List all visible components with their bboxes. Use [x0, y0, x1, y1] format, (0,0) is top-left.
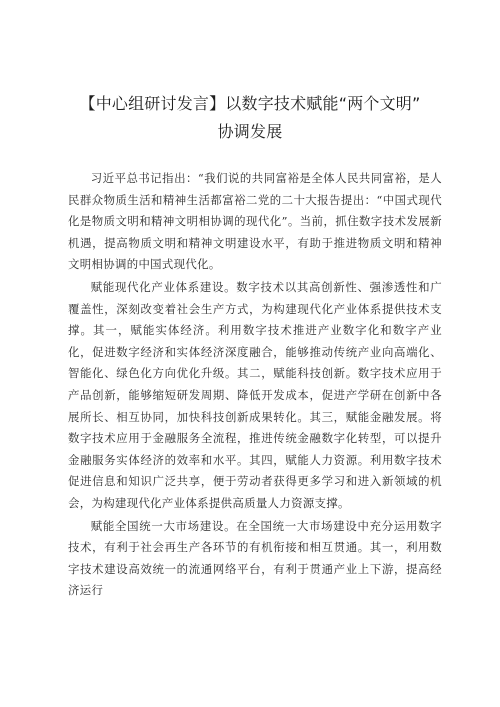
paragraph-1: 习近平总书记指出：“我们说的共同富裕是全体人民共同富裕，是人民群众物质生活和精神生活都富裕二党的二十大报告提出：“中国式现代化是物质文明和精神文明相协调的现代化”。当前，抓住数字技术发展新机遇，提高物质文明和精神文明建设水平，有助于推进物质文明和精神文明相协调的中国式现代化。 [68, 171, 442, 272]
document-title-line-1: 【中心组研讨发言】以数字技术赋能“两个文明” [79, 94, 421, 113]
paragraph-2: 赋能现代化产业体系建设。数字技术以其高创新性、强渗透性和广覆盖性，深刻改变着社会生产方式，为构建现代化产业体系提供技术支撑。其一，赋能实体经济。利用数字技术推进产业数字化和数字产业化，促进数字经济和实体经济深度融合，能够推动传统产业向高端化、智能化、绿色化方向优化升级。其二，赋能科技创新。数字技术应用于产品创新，能够缩短研发周期、降低开发成本，促进产学研在创新中各展所长、相互协同，加快科技创新成果转化。其三，赋能金融发展。将数字技术应用于金融服务全流程，推进传统金融数字化转型，可以提升金融服务实体经济的效率和水平。其四，赋能人力资源。利用数字技术促进信息和知识广泛共享，便于劳动者获得更多学习和进入新领域的机会，为构建现代化产业体系提供高质量人力资源支撑。 [68, 279, 442, 510]
document-title-line-2: 协调发展 [217, 122, 283, 141]
paragraph-3: 赋能全国统一大市场建设。在全国统一大市场建设中充分运用数字技术，有利于社会再生产各环节的有机衔接和相互贯通。其一，利用数字技术建设高效统一的流通网络平台，有利于贯通产业上下游，提高经济运行 [68, 518, 442, 598]
document-body [68, 168, 442, 603]
